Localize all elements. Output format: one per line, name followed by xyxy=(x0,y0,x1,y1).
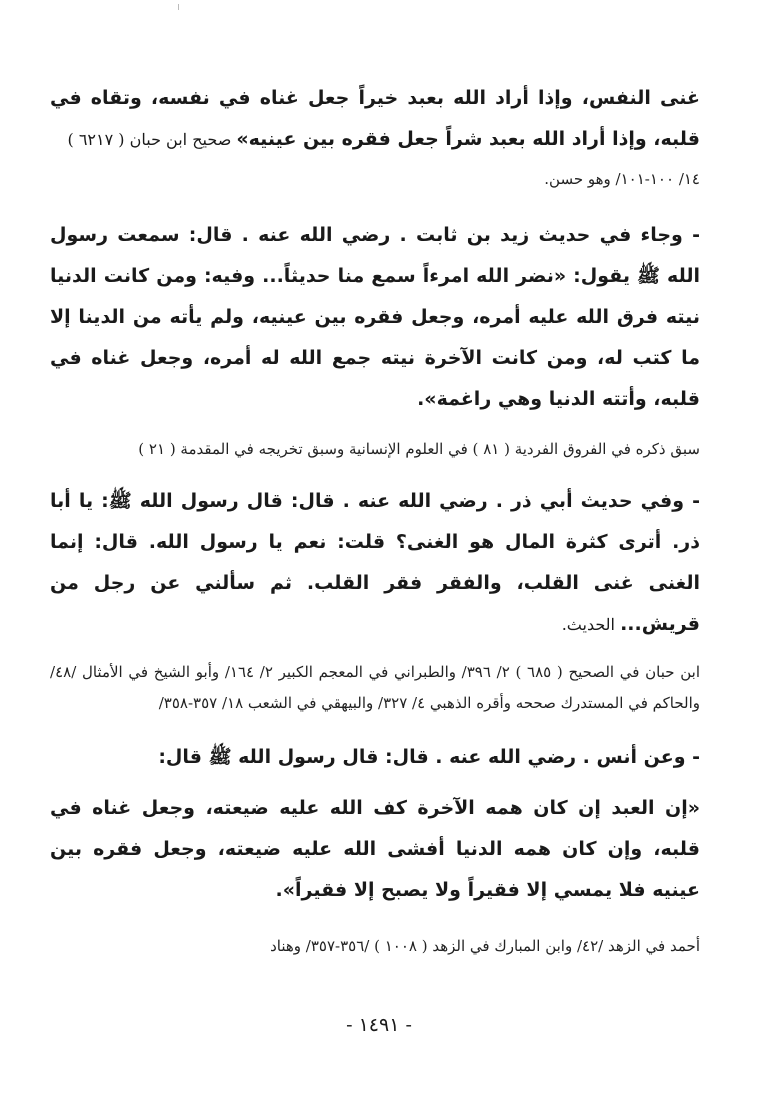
paragraph-4: - وعن أنس . رضي الله عنه . قال: قال رسول الله ﷺ قال: xyxy=(158,746,700,768)
paragraph-1 xyxy=(50,78,700,160)
paragraph-5: «إن العبد إن كان همه الآخرة كف الله عليه ضيعته، وجعل غناه في قلبه، وإن كان همه الدنيا أفشى الله عليه ضيعته، وجعل فقره بين عينيه فلا يمسي إلا فقيراً ولا يصبح إلا فقيراً». xyxy=(50,797,700,901)
footnote-1: ١٤/ ١٠٠-١٠١/ وهو حسن. xyxy=(544,170,700,188)
paragraph-3-tail: الحديث. xyxy=(561,615,621,634)
page-number: - ١٤٩١ - xyxy=(346,1014,412,1036)
paragraph-3-bold: - وفي حديث أبي ذر . رضي الله عنه . قال: قال رسول الله ﷺ: يا أبا ذر. أترى كثرة المال هو الغنى؟ قلت: نعم يا رسول الله. قال: إنما الغنى غنى القلب، والفقر فقر القلب. ثم سألني عن رجل من قريش... xyxy=(50,490,700,635)
paragraph-1-source: صحيح ابن حبان ( ٦٢١٧ ) xyxy=(67,130,237,149)
footnote-2: سبق ذكره في الفروق الفردية ( ٨١ ) في العلوم الإنسانية وسبق تخريجه في المقدمة ( ٢١ ) xyxy=(138,440,700,458)
footnote-3: ابن حبان في الصحيح ( ٦٨٥ ) ٢/ ٣٩٦/ والطبراني في المعجم الكبير ٢/ ١٦٤/ وأبو الشيخ في الأمثال /٤٨/ والحاكم في المستدرك صححه وأقره الذهبي ٤/ ٣٢٧/ والبيهقي في الشعب ١٨/ ٣٥٧-٣٥٨/ xyxy=(50,663,701,712)
paragraph-1-bold: غنى النفس، وإذا أراد الله بعبد خيراً جعل غناه في نفسه، وتقاه في قلبه، وإذا أراد الله بعبد شراً جعل فقره بين عينيه» xyxy=(50,87,700,150)
paragraph-3 xyxy=(50,481,700,645)
footnote-4: أحمد في الزهد /٤٢/ وابن المبارك في الزهد ( ١٠٠٨ ) /٣٥٦-٣٥٧/ وهناد xyxy=(270,937,700,955)
paragraph-2: - وجاء في حديث زيد بن ثابت . رضي الله عنه . قال: سمعت رسول الله ﷺ يقول: «نضر الله امرءاً سمع منا حديثاً... وفيه: ومن كانت الدنيا نيته فرق الله عليه أمره، وجعل فقره بين عينيه، ولم يأته من الدينا إلا ما كتب له، ومن كانت الآخرة نيته جمع الله له أمره، وجعل غناه في قلبه، وأتته الدنيا وهي راغمة». xyxy=(50,224,700,410)
